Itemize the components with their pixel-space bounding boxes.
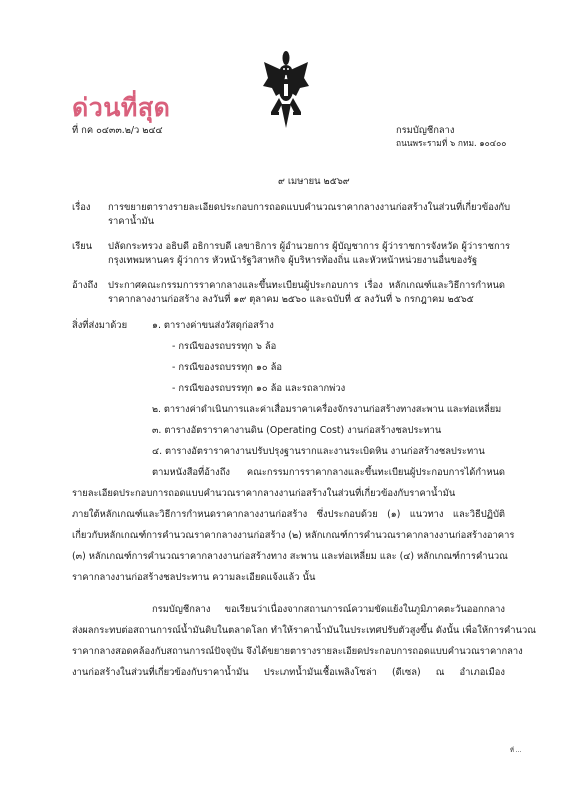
body-paragraph-2-line: กรมบัญชีกลาง ขอเรียนว่าเนื่องจากสถานการณ์ความขัดแย้งในภูมิภาคตะวันออกกลาง	[152, 604, 505, 615]
recipient-line-1: ปลัดกระทรวง อธิบดี อธิการบดี เลขาธิการ ผู้อำนวยการ ผู้บัญชาการ ผู้ว่าราชการจังหวัด ผู้ว่าราชการ	[108, 241, 511, 252]
body-paragraph-2-line: งานก่อสร้างในส่วนที่เกี่ยวข้องกับราคาน้ำมัน ประเภทน้ำมันเชื้อเพลิงโซล่า (ดีเซล) ณ อำเภอเมือง	[72, 667, 505, 678]
enclosure-item: ๒. ตารางค่าดำเนินการและค่าเสื่อมราคาเครื่องจักรงานก่อสร้างทางสะพาน และท่อเหลี่ยม	[152, 404, 502, 415]
body-paragraph-2-line: ส่งผลกระทบต่อสถานการณ์น้ำมันดิบในตลาดโลก ทำให้ราคาน้ำมันในประเทศปรับตัวสูงขึ้น ดังนั้น เพื่อให้การคำนวณ	[72, 625, 536, 636]
subject-label: เรื่อง	[72, 202, 91, 213]
body-paragraph-1-line: ภายใต้หลักเกณฑ์และวิธีการกำหนดราคากลางงานก่อสร้าง ซึ่งประกอบด้วย (๑) แนวทาง และวิธีปฏิบัติ	[72, 509, 505, 520]
reference-label: อ้างถึง	[72, 280, 98, 291]
enclosure-item: ๓. ตารางอัตราราคางานดิน (Operating Cost) งานก่อสร้างชลประทาน	[152, 425, 442, 436]
urgency-stamp: ด่วนที่สุด	[72, 93, 171, 122]
reference-line-2: ราคากลางงานก่อสร้าง ลงวันที่ ๑๙ ตุลาคม ๒๕๖๐ และฉบับที่ ๕ ลงวันที่ ๖ กรกฎาคม ๒๕๖๕	[108, 294, 474, 305]
enclosure-subitem: - กรณีของรถบรรทุก ๑๐ ล้อ และรถลากพ่วง	[172, 383, 346, 394]
document-date: ๙ เมษายน ๒๕๖๙	[278, 176, 350, 187]
issuer-name: กรมบัญชีกลาง	[396, 125, 455, 136]
enclosure-subitem: - กรณีของรถบรรทุก ๖ ล้อ	[172, 341, 277, 352]
recipient-label: เรียน	[72, 241, 93, 252]
garuda-emblem-icon	[262, 48, 310, 130]
body-paragraph-2-line: ราคากลางสอดคล้องกับสถานการณ์ปัจจุบัน จึงได้ขยายตารางรายละเอียดประกอบการถอดแบบคำนวณราคากลาง	[72, 646, 523, 657]
reference-line-1: ประกาศคณะกรรมการราคากลางและขึ้นทะเบียนผู้ประกอบการ เรื่อง หลักเกณฑ์และวิธีการกำหนด	[108, 280, 505, 291]
issuer-address: ถนนพระรามที่ ๖ กทม. ๑๐๔๐๐	[396, 138, 507, 148]
enclosures-label: สิ่งที่ส่งมาด้วย	[72, 320, 128, 331]
enclosure-item: ๔. ตารางอัตราราคางานปรับปรุงฐานรากและงานระเบิดหิน งานก่อสร้างชลประทาน	[152, 446, 485, 457]
subject-line-1: การขยายตารางรายละเอียดประกอบการถอดแบบคำนวณราคากลางงานก่อสร้างในส่วนที่เกี่ยวข้องกับ	[108, 202, 511, 213]
enclosure-item: ๑. ตารางค่าขนส่งวัสดุก่อสร้าง	[152, 320, 274, 331]
body-paragraph-1-line: ตามหนังสือที่อ้างถึง คณะกรรมการราคากลางและขึ้นทะเบียนผู้ประกอบการได้กำหนด	[152, 467, 505, 478]
body-paragraph-1-line: รายละเอียดประกอบการถอดแบบคำนวณราคากลางงานก่อสร้างในส่วนที่เกี่ยวข้องกับราคาน้ำมัน	[72, 488, 456, 499]
body-paragraph-1-line: เกี่ยวกับหลักเกณฑ์การคำนวณราคากลางงานก่อสร้าง (๒) หลักเกณฑ์การคำนวณราคากลางงานก่อสร้างอาคาร	[72, 530, 515, 541]
document-number: ที่ กค ๐๔๓๓.๒/ว ๒๔๔	[72, 125, 163, 136]
body-paragraph-1-line: (๓) หลักเกณฑ์การคำนวณราคากลางงานก่อสร้างทาง สะพาน และท่อเหลี่ยม และ (๔) หลักเกณฑ์การคำนวณ	[72, 551, 508, 562]
page-continued-marker: ที่ ...	[510, 748, 522, 754]
enclosure-subitem: - กรณีของรถบรรทุก ๑๐ ล้อ	[172, 362, 282, 373]
body-paragraph-1-line: ราคากลางงานก่อสร้างชลประทาน ความละเอียดแจ้งแล้ว นั้น	[72, 572, 316, 583]
subject-line-2: ราคาน้ำมัน	[108, 216, 155, 227]
recipient-line-2: กรุงเทพมหานคร ผู้ว่าการ หัวหน้ารัฐวิสาหกิจ ผู้บริหารท้องถิ่น และหัวหน้าหน่วยงานอื่นของรัฐ	[108, 255, 478, 266]
